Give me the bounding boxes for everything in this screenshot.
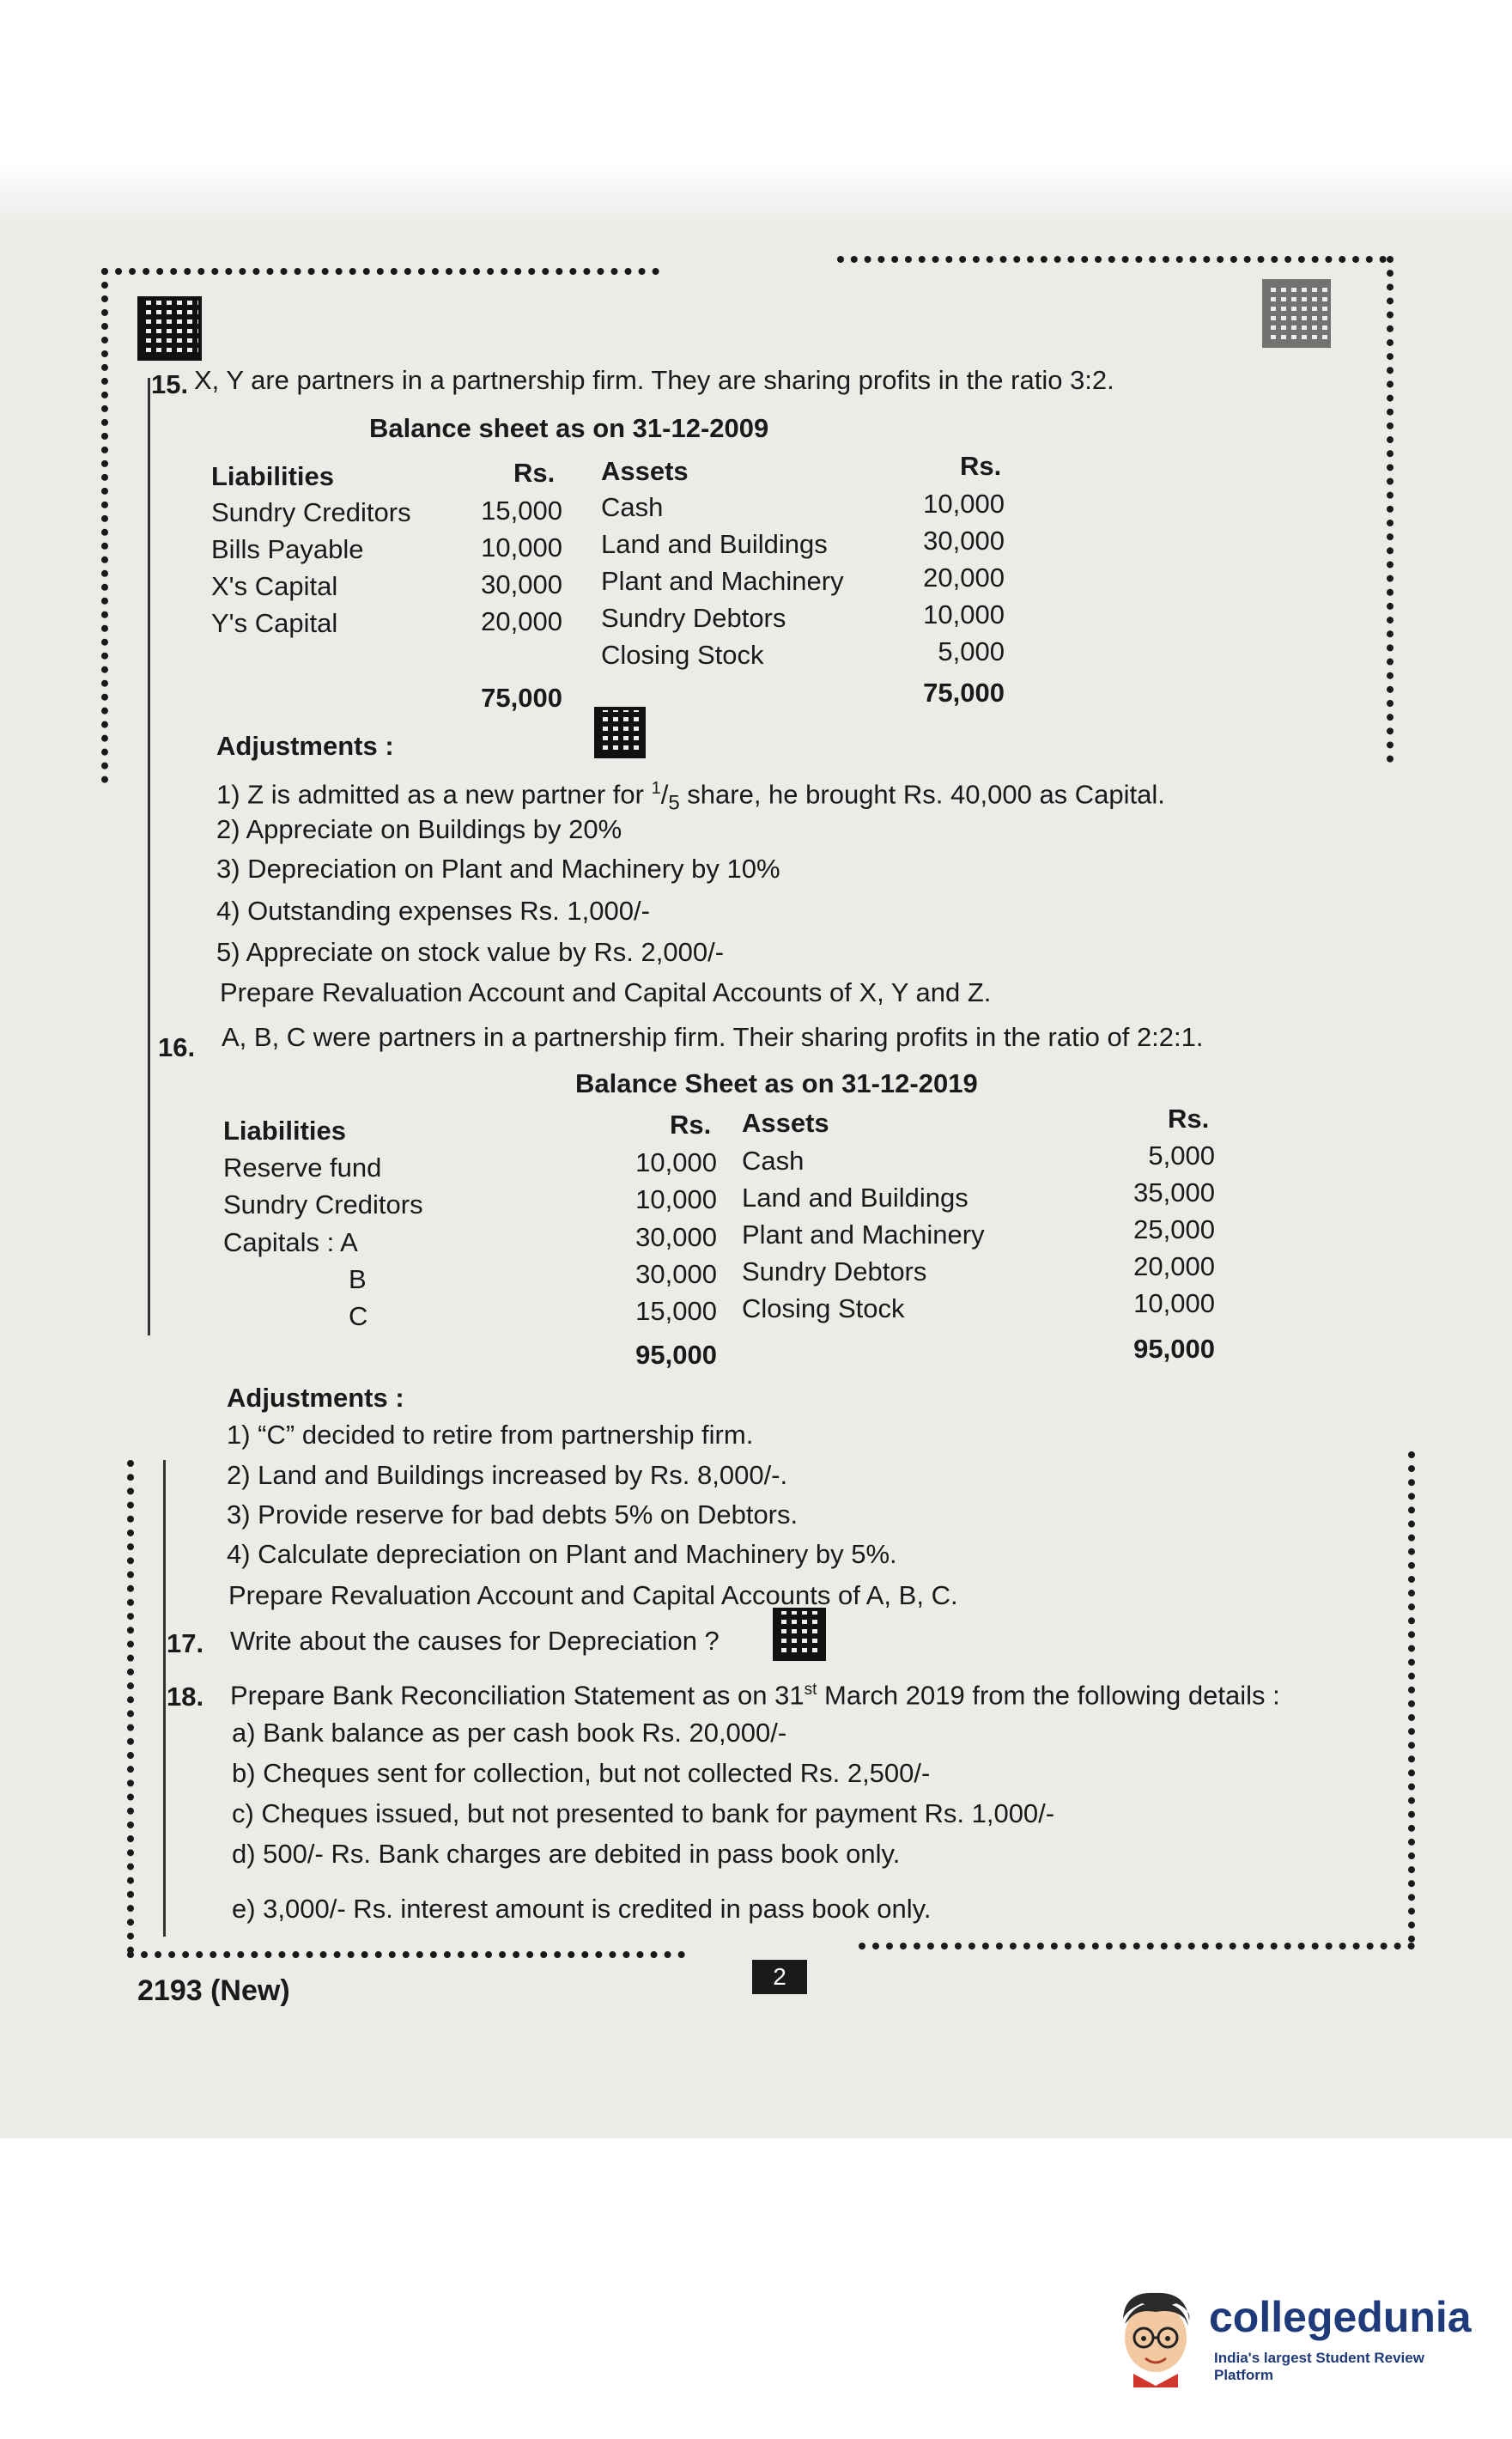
border-top-right — [837, 256, 1387, 263]
list-item: b) Cheques sent for collection, but not collected Rs. 2,500/- — [232, 1758, 931, 1788]
margin-line — [148, 378, 150, 1335]
border-left-bottom — [127, 1460, 134, 1954]
scan-edge — [0, 163, 1512, 223]
asset-label: Sundry Debtors — [742, 1256, 927, 1286]
question-text: Write about the causes for Depreciation ? — [230, 1626, 720, 1656]
qr-code-icon — [137, 296, 202, 361]
adjustment-item: 4) Calculate depreciation on Plant and Machinery by 5%. — [227, 1539, 897, 1569]
adjustment-text: share, he brought Rs. 40,000 as Capital. — [679, 779, 1165, 810]
rs-header: Rs. — [1168, 1104, 1210, 1134]
collegedunia-logo — [1108, 2276, 1472, 2396]
question-text-part: March 2019 from the following details : — [817, 1680, 1280, 1711]
asset-amount: 20,000 — [1133, 1251, 1215, 1281]
adjustment-item: 5) Appreciate on stock value by Rs. 2,000/- — [216, 937, 725, 967]
asset-amount: 35,000 — [1133, 1177, 1215, 1207]
liability-amount: 10,000 — [635, 1184, 717, 1214]
asset-amount: 10,000 — [923, 489, 1005, 519]
assets-header: Assets — [601, 456, 689, 486]
rs-header: Rs. — [670, 1110, 712, 1140]
liability-label: C — [349, 1301, 368, 1331]
prepare-instruction: Prepare Revaluation Account and Capital Accounts of A, B, C. — [228, 1580, 958, 1610]
list-item: a) Bank balance as per cash book Rs. 20,000/- — [232, 1718, 787, 1748]
border-right-bottom — [1408, 1451, 1415, 1943]
asset-label: Plant and Machinery — [742, 1220, 985, 1250]
liabilities-header: Liabilities — [223, 1116, 346, 1146]
mascot-icon — [1108, 2284, 1202, 2387]
adjustment-item: 3) Depreciation on Plant and Machinery by 10% — [216, 854, 780, 884]
paper-code: 2193 (New) — [137, 1974, 290, 2007]
asset-label: Cash — [601, 492, 664, 522]
liability-label: Y's Capital — [211, 608, 338, 638]
question-number: 18. — [167, 1682, 204, 1712]
assets-header: Assets — [742, 1108, 829, 1138]
asset-label: Sundry Debtors — [601, 603, 786, 633]
question-text-part: Prepare Bank Reconciliation Statement as on 31 — [230, 1680, 805, 1711]
adjustment-item: 1) Z is admitted as a new partner for $^1/_5$ share, he brought Rs. 40,000 as Capital. — [216, 779, 1165, 815]
total-assets: 95,000 — [1133, 1334, 1215, 1364]
liability-amount: 30,000 — [635, 1259, 717, 1289]
adjustment-item: 4) Outstanding expenses Rs. 1,000/- — [216, 896, 650, 926]
adjustment-item: 3) Provide reserve for bad debts 5% on Debtors. — [227, 1499, 799, 1530]
asset-label: Plant and Machinery — [601, 566, 844, 596]
liability-label: Sundry Creditors — [223, 1189, 423, 1220]
qr-code-icon — [1262, 279, 1331, 348]
total-liabilities: 75,000 — [481, 683, 562, 713]
fraction-numerator: 1 — [651, 779, 661, 798]
border-bottom-right — [859, 1943, 1415, 1949]
asset-label: Land and Buildings — [601, 529, 828, 559]
question-text — [230, 1675, 1280, 1711]
asset-label: Closing Stock — [742, 1293, 905, 1323]
balance-sheet-title: Balance sheet as on 31-12-2009 — [369, 413, 769, 443]
liability-amount: 10,000 — [635, 1147, 717, 1177]
adjustment-item: 2) Appreciate on Buildings by 20% — [216, 814, 622, 844]
rs-header: Rs. — [513, 458, 556, 488]
rs-header: Rs. — [960, 451, 1002, 481]
asset-amount: 10,000 — [1133, 1288, 1215, 1318]
total-assets: 75,000 — [923, 678, 1005, 708]
brand-name: collegedunia — [1209, 2293, 1472, 2341]
list-item: d) 500/- Rs. Bank charges are debited in pass book only. — [232, 1839, 901, 1869]
asset-label: Closing Stock — [601, 640, 764, 670]
liability-amount: 10,000 — [481, 532, 562, 563]
liability-label: Capitals : A — [223, 1227, 358, 1257]
list-item: c) Cheques issued, but not presented to bank for payment Rs. 1,000/- — [232, 1798, 1055, 1828]
qr-code-icon — [594, 707, 646, 758]
fraction-denominator: 5 — [668, 791, 680, 815]
adjustments-header: Adjustments : — [227, 1383, 404, 1413]
question-number: 16. — [158, 1032, 196, 1062]
brand-tagline: India's largest Student Review Platform — [1214, 2350, 1424, 2383]
balance-sheet-title: Balance Sheet as on 31-12-2019 — [575, 1068, 978, 1098]
asset-amount: 5,000 — [1148, 1140, 1215, 1171]
total-liabilities: 95,000 — [635, 1340, 717, 1370]
liability-label: Bills Payable — [211, 534, 364, 564]
margin-line — [163, 1460, 166, 1937]
border-left-top — [101, 268, 108, 783]
asset-label: Land and Buildings — [742, 1183, 969, 1213]
question-number: 17. — [167, 1628, 204, 1658]
question-text: X, Y are partners in a partnership firm. They are sharing profits in the ratio 3:2. — [194, 365, 1114, 395]
asset-amount: 25,000 — [1133, 1214, 1215, 1244]
border-bottom-left — [127, 1951, 685, 1958]
asset-amount: 20,000 — [923, 563, 1005, 593]
superscript: st — [804, 1681, 817, 1699]
asset-amount: 10,000 — [923, 599, 1005, 630]
adjustment-item: 1) “C” decided to retire from partnership firm. — [227, 1420, 754, 1450]
border-right-top — [1387, 256, 1394, 763]
qr-code-icon — [773, 1608, 826, 1661]
asset-amount: 30,000 — [923, 526, 1005, 556]
adjustments-header: Adjustments : — [216, 731, 394, 761]
page-number: 2 — [752, 1960, 807, 1994]
question-number: 15. — [151, 369, 189, 399]
liability-label: X's Capital — [211, 571, 338, 601]
asset-amount: 5,000 — [938, 636, 1005, 666]
liability-amount: 20,000 — [481, 606, 562, 636]
asset-label: Cash — [742, 1146, 805, 1176]
question-text: A, B, C were partners in a partnership firm. Their sharing profits in the ratio of 2:2:1. — [222, 1022, 1204, 1052]
liability-amount: 30,000 — [635, 1222, 717, 1252]
liability-label: Reserve fund — [223, 1153, 382, 1183]
adjustment-item: 2) Land and Buildings increased by Rs. 8,000/-. — [227, 1460, 788, 1490]
liability-amount: 30,000 — [481, 569, 562, 599]
list-item: e) 3,000/- Rs. interest amount is credited in pass book only. — [232, 1894, 932, 1924]
liabilities-header: Liabilities — [211, 461, 334, 491]
adjustment-text: 1) Z is admitted as a new partner for — [216, 779, 652, 810]
liability-amount: 15,000 — [635, 1296, 717, 1326]
prepare-instruction: Prepare Revaluation Account and Capital Accounts of X, Y and Z. — [220, 977, 992, 1007]
liability-amount: 15,000 — [481, 496, 562, 526]
liability-label: Sundry Creditors — [211, 497, 411, 527]
border-top-left — [101, 268, 659, 275]
liability-label: B — [349, 1264, 367, 1294]
